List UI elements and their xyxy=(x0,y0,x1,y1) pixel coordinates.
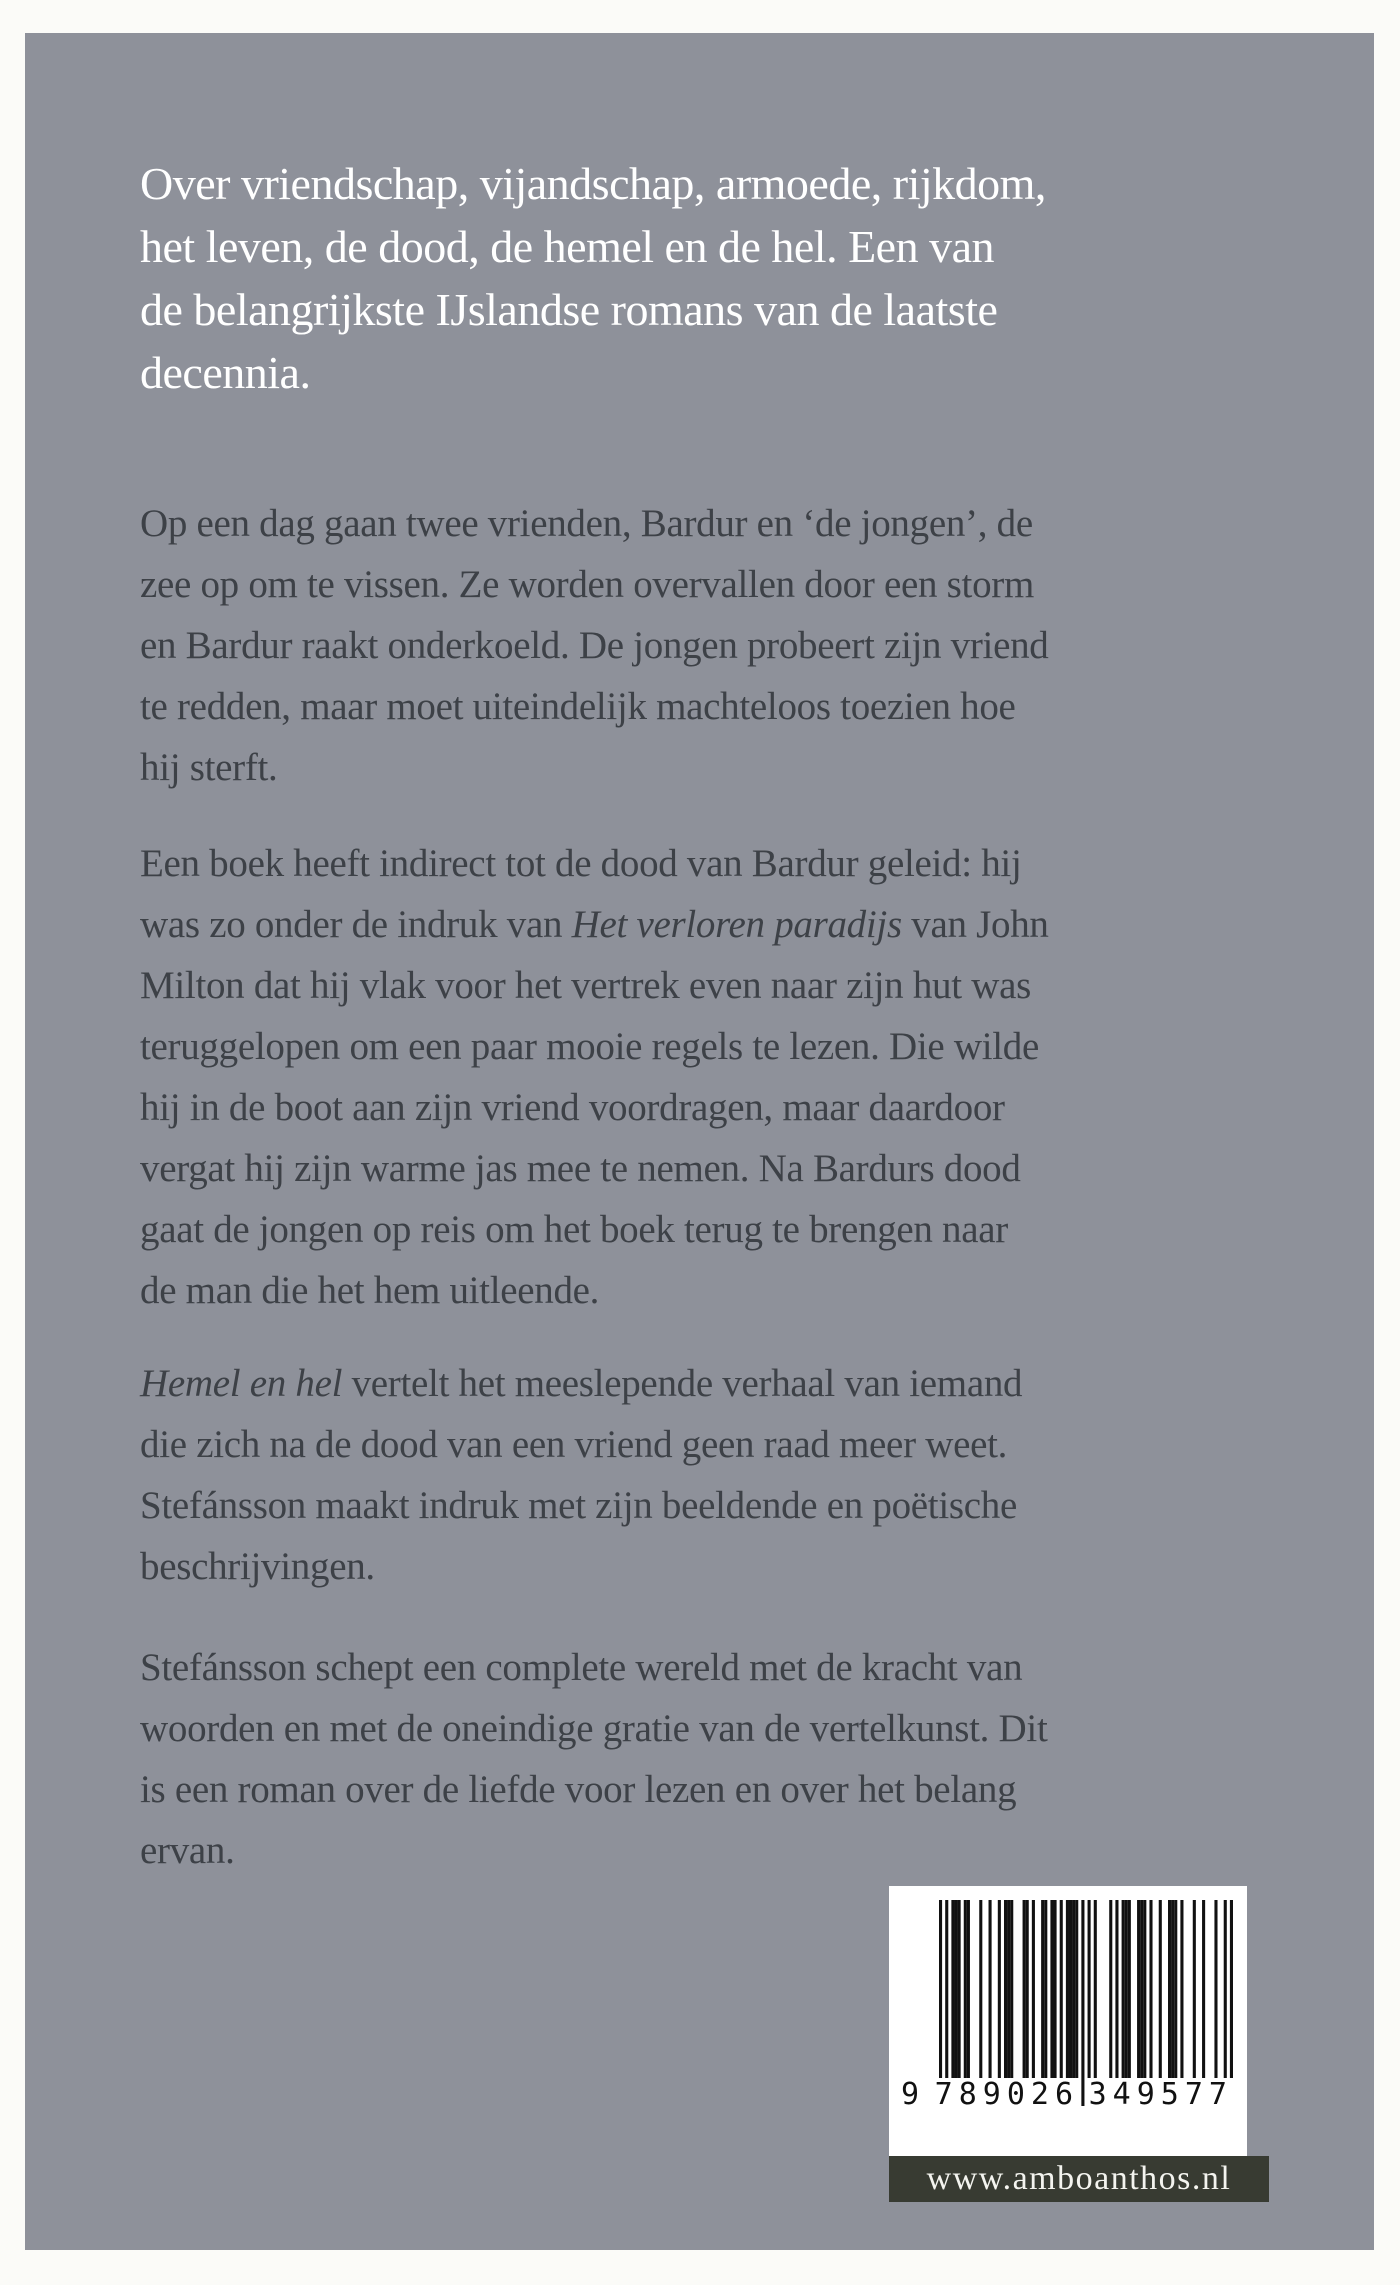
book-back-cover xyxy=(25,33,1374,2250)
blurb-line: Milton dat hij vlak voor het vertrek even naar zijn hut was xyxy=(140,964,1031,1007)
blurb-line: de belangrijkste IJslandse romans van de laatste xyxy=(140,284,998,335)
blurb-line: Stefánsson maakt indruk met zijn beeldende en poëtische xyxy=(140,1484,1017,1527)
publisher-website-url: www.amboanthos.nl xyxy=(926,2160,1232,2197)
blurb-line: is een roman over de liefde voor lezen en over het belang xyxy=(140,1768,1017,1811)
blurb-paragraph-synopsis xyxy=(140,493,1049,798)
blurb-line: hij in de boot aan zijn vriend voordragen, maar daardoor xyxy=(140,1086,1005,1129)
blurb-line: woorden en met de oneindige gratie van de vertelkunst. Dit xyxy=(140,1707,1048,1750)
blurb-line: decennia. xyxy=(140,347,311,398)
blurb-line: Hemel en hel vertelt het meeslepende verhaal van iemand xyxy=(140,1362,1023,1405)
barcode-bars xyxy=(939,1900,1233,2106)
blurb-heading xyxy=(140,152,1046,404)
blurb-line: het leven, de dood, de hemel en de hel. Een van xyxy=(140,221,995,272)
blurb-line: ervan. xyxy=(140,1829,235,1872)
blurb-paragraph-closing xyxy=(140,1637,1047,1881)
blurb-line: was zo onder de indruk van Het verloren paradijs van John xyxy=(140,903,1049,946)
blurb-line: vergat hij zijn warme jas mee te nemen. Na Bardurs dood xyxy=(140,1147,1021,1190)
blurb-paragraph-book-story xyxy=(140,833,1049,1321)
ean-group-left: 789026 xyxy=(934,2077,1080,2112)
barcode-digits xyxy=(899,2078,1235,2112)
blurb-line: hij sterft. xyxy=(140,746,278,789)
blurb-line: gaat de jongen op reis om het boek terug te brengen naar xyxy=(140,1208,1008,1251)
barcode xyxy=(889,1886,1247,2156)
blurb-line: Stefánsson schept een complete wereld met de kracht van xyxy=(140,1646,1023,1689)
ean-group-right: 349577 xyxy=(1088,2077,1233,2112)
blurb-line: Een boek heeft indirect tot de dood van Bardur geleid: hij xyxy=(140,842,1022,885)
blurb-line: de man die het hem uitleende. xyxy=(140,1269,600,1312)
blurb-line: te redden, maar moet uiteindelijk machteloos toezien hoe xyxy=(140,685,1016,728)
blurb-line: Over vriendschap, vijandschap, armoede, rijkdom, xyxy=(140,158,1046,209)
publisher-website-bar xyxy=(889,2156,1269,2202)
ean-prefix-digit: 9 xyxy=(901,2077,926,2112)
blurb-line: teruggelopen om een paar mooie regels te lezen. Die wilde xyxy=(140,1025,1040,1068)
blurb-line: die zich na de dood van een vriend geen raad meer weet. xyxy=(140,1423,1008,1466)
blurb-line: Op een dag gaan twee vrienden, Bardur en ‘de jongen’, de xyxy=(140,502,1033,545)
blurb-line: beschrijvingen. xyxy=(140,1545,375,1588)
blurb-line: en Bardur raakt onderkoeld. De jongen probeert zijn vriend xyxy=(140,624,1049,667)
blurb-paragraph-review xyxy=(140,1353,1022,1597)
blurb-line: zee op om te vissen. Ze worden overvallen door een storm xyxy=(140,563,1034,606)
